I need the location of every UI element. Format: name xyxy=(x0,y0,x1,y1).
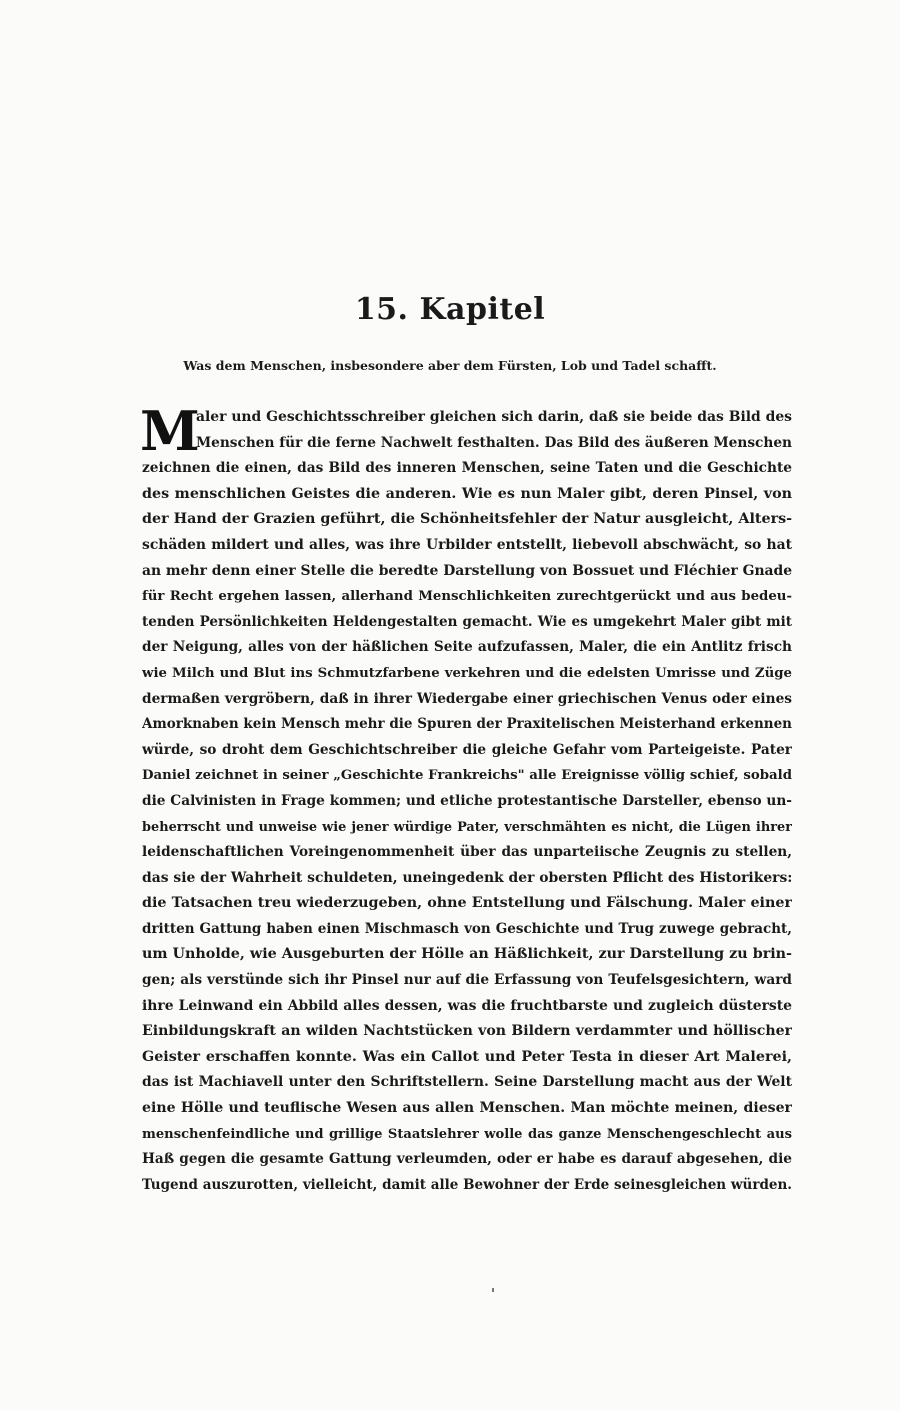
text-line: das ist Machiavell unter den Schriftstellern. Seine Darstellung macht aus der Welt xyxy=(142,1074,792,1091)
text-line: aler und Geschichtsschreiber gleichen sich darin, daß sie beide das Bild des xyxy=(196,409,792,425)
text-line: Geister erschaffen konnte. Was ein Callot und Peter Testa in dieser Art Malerei, xyxy=(142,1048,792,1065)
text-line: für Recht ergehen lassen, allerhand Menschlichkeiten zurechtgerückt und aus bedeu- xyxy=(142,589,792,605)
chapter-body xyxy=(140,399,792,1198)
text-line: gen; als verstünde sich ihr Pinsel nur auf die Erfassung von Teufelsgesichtern, ward xyxy=(142,972,792,989)
text-line: um Unholde, wie Ausgeburten der Hölle an Häßlichkeit, zur Darstellung zu brin- xyxy=(142,946,792,963)
text-line: die Calvinisten in Frage kommen; und etliche protestantische Darsteller, ebenso un- xyxy=(142,792,792,809)
text-line: der Neigung, alles von der häßlichen Seite aufzufassen, Maler, die ein Antlitz frisch xyxy=(142,639,792,656)
text-line: menschenfeindliche und grillige Staatslehrer wolle das ganze Menschengeschlecht aus xyxy=(142,1126,792,1142)
text-line: leidenschaftlichen Voreingenommenheit über das unparteiische Zeugnis zu stellen, xyxy=(142,844,792,861)
text-line: zeichnen die einen, das Bild des inneren Menschen, seine Taten und die Geschichte xyxy=(142,460,792,477)
text-line: tenden Persönlichkeiten Heldengestalten gemacht. Wie es umgekehrt Maler gibt mit xyxy=(142,613,792,630)
text-line: schäden mildert und alles, was ihre Urbilder entstellt, liebevoll abschwächt, so hat xyxy=(142,536,792,553)
text-line: Daniel zeichnet in seiner „Geschichte Frankreichs" alle Ereignisse völlig schief, sobald xyxy=(142,768,792,784)
text-line: der Hand der Grazien geführt, die Schönheitsfehler der Natur ausgleicht, Alters- xyxy=(142,511,792,528)
text-line: die Tatsachen treu wiederzugeben, ohne Entstellung und Fälschung. Maler einer xyxy=(142,895,792,912)
text-line: dritten Gattung haben einen Mischmasch von Geschichte und Trug zuwege gebracht, xyxy=(142,920,792,937)
chapter-title: 15. Kapitel xyxy=(354,292,546,327)
text-line: Haß gegen die gesamte Gattung verleumden, oder er habe es darauf abgesehen, die xyxy=(142,1151,792,1168)
text-line: Einbildungskraft an wilden Nachtstücken von Bildern verdammter und höllischer xyxy=(142,1023,792,1040)
text-line: eine Hölle und teuflische Wesen aus allen Menschen. Man möchte meinen, dieser xyxy=(142,1100,792,1117)
text-line: wie Milch und Blut ins Schmutzfarbene verkehren und die edelsten Umrisse und Züge xyxy=(142,665,792,681)
text-line: dermaßen vergröbern, daß in ihrer Wiedergabe einer griechischen Venus oder eines xyxy=(142,690,792,707)
text-line: Menschen für die ferne Nachwelt festhalten. Das Bild des äußeren Menschen xyxy=(196,434,792,451)
text-line: ihre Leinwand ein Abbild alles dessen, was die fruchtbarste und zugleich düsterste xyxy=(142,997,792,1014)
drop-cap-initial: M xyxy=(140,399,200,463)
chapter-subtitle: Was dem Menschen, insbesondere aber dem Fürsten, Lob und Tadel schafft. xyxy=(183,358,717,373)
text-line: Tugend auszurotten, vielleicht, damit alle Bewohner der Erde seinesgleichen würden. xyxy=(142,1176,792,1193)
text-line: würde, so droht dem Geschichtschreiber die gleiche Gefahr vom Parteigeiste. Pater xyxy=(142,741,792,758)
text-line: Amorknaben kein Mensch mehr die Spuren der Praxitelischen Meisterhand erkennen xyxy=(142,716,792,733)
text-line: das sie der Wahrheit schuldeten, uneingedenk der obersten Pflicht des Historikers: xyxy=(142,869,792,886)
print-speck xyxy=(492,1288,494,1292)
text-line: des menschlichen Geistes die anderen. Wie es nun Maler gibt, deren Pinsel, von xyxy=(142,485,792,502)
text-line: an mehr denn einer Stelle die beredte Darstellung von Bossuet und Fléchier Gnade xyxy=(142,562,792,579)
text-line: beherrscht und unweise wie jener würdige Pater, verschmähten es nicht, die Lügen ihrer xyxy=(142,819,792,835)
